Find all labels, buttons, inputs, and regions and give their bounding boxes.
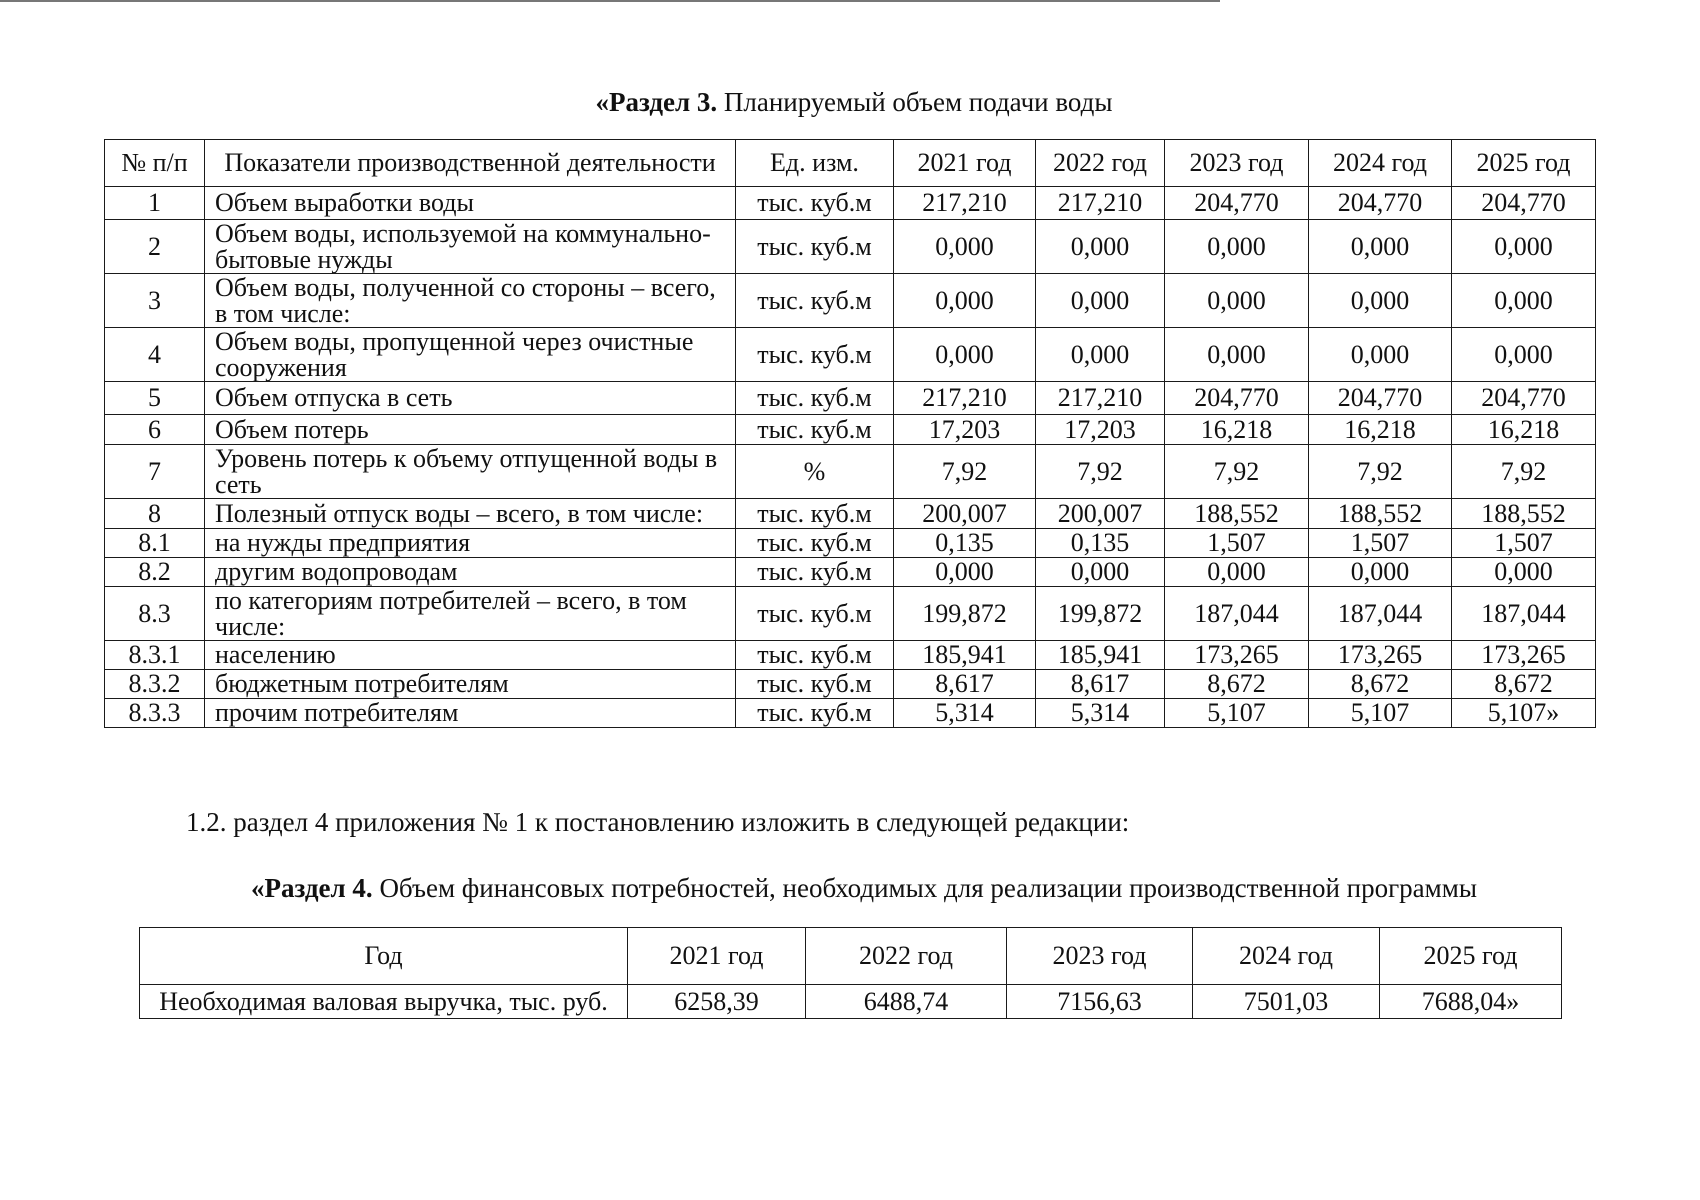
value-2025: 204,770	[1452, 187, 1596, 220]
value-2021: 0,000	[894, 558, 1036, 587]
row-indicator: другим водопроводам	[205, 558, 736, 587]
value-2023: 16,218	[1165, 415, 1309, 445]
row-unit: тыс. куб.м	[736, 670, 894, 699]
row-indicator: Полезный отпуск воды – всего, в том числе:	[205, 499, 736, 529]
header-2023: 2023 год	[1165, 140, 1309, 187]
value-2023: 187,044	[1165, 587, 1309, 641]
table-row	[105, 220, 1596, 274]
row-indicator: Объем выработки воды	[205, 187, 736, 220]
row-number: 3	[105, 274, 205, 328]
value-2024: 187,044	[1309, 587, 1452, 641]
table-row	[105, 445, 1596, 499]
row-unit: тыс. куб.м	[736, 499, 894, 529]
row-unit: тыс. куб.м	[736, 382, 894, 415]
value-2025: 0,000	[1452, 220, 1596, 274]
table-row	[105, 187, 1596, 220]
paragraph-1-2: 1.2. раздел 4 приложения № 1 к постановлению изложить в следующей редакции:	[186, 807, 1130, 837]
value-2024: 0,000	[1309, 220, 1452, 274]
row-unit: тыс. куб.м	[736, 187, 894, 220]
row-number: 1	[105, 187, 205, 220]
row-indicator: Объем потерь	[205, 415, 736, 445]
header-2025: 2025 год	[1380, 928, 1562, 985]
row-number: 2	[105, 220, 205, 274]
table-row	[105, 641, 1596, 670]
value-2022: 0,000	[1036, 274, 1165, 328]
row-indicator: на нужды предприятия	[205, 529, 736, 558]
row-indicator: Объем отпуска в сеть	[205, 382, 736, 415]
header-num: № п/п	[105, 140, 205, 187]
value-2024: 188,552	[1309, 499, 1452, 529]
header-2022: 2022 год	[806, 928, 1007, 985]
section-3-title-bold: «Раздел 3.	[595, 87, 718, 117]
top-rule	[0, 0, 1220, 2]
value-2021: 217,210	[894, 382, 1036, 415]
value-2023: 5,107	[1165, 699, 1309, 728]
value-2021: 7,92	[894, 445, 1036, 499]
value-2025: 1,507	[1452, 529, 1596, 558]
row-indicator: по категориям потребителей – всего, в том числе:	[205, 587, 736, 641]
value-2022: 7,92	[1036, 445, 1165, 499]
section-3-title-text: Планируемый объем подачи воды	[717, 87, 1113, 117]
value-2022: 185,941	[1036, 641, 1165, 670]
header-2024: 2024 год	[1193, 928, 1380, 985]
row-number: 4	[105, 328, 205, 382]
value-2022: 8,617	[1036, 670, 1165, 699]
row-unit: тыс. куб.м	[736, 415, 894, 445]
value-2024: 7,92	[1309, 445, 1452, 499]
row-number: 5	[105, 382, 205, 415]
row-number: 8.3.3	[105, 699, 205, 728]
header-2021: 2021 год	[628, 928, 806, 985]
value-2022: 5,314	[1036, 699, 1165, 728]
value-2025: 0,000	[1452, 274, 1596, 328]
value-2021: 6258,39	[628, 985, 806, 1019]
value-2023: 204,770	[1165, 187, 1309, 220]
value-2022: 200,007	[1036, 499, 1165, 529]
section-4-title	[0, 872, 1700, 904]
value-2023: 188,552	[1165, 499, 1309, 529]
value-2025: 173,265	[1452, 641, 1596, 670]
table-row	[105, 274, 1596, 328]
value-2025: 16,218	[1452, 415, 1596, 445]
value-2021: 0,000	[894, 220, 1036, 274]
header-indicator: Показатели производственной деятельности	[205, 140, 736, 187]
table-row	[105, 558, 1596, 587]
value-2021: 0,000	[894, 328, 1036, 382]
row-number: 8.2	[105, 558, 205, 587]
value-2022: 0,000	[1036, 558, 1165, 587]
row-indicator: Объем воды, используемой на коммунально-бытовые нужды	[205, 220, 736, 274]
row-indicator: Объем воды, полученной со стороны – всего, в том числе:	[205, 274, 736, 328]
value-2024: 0,000	[1309, 328, 1452, 382]
header-2021: 2021 год	[894, 140, 1036, 187]
row-unit: тыс. куб.м	[736, 274, 894, 328]
value-2021: 200,007	[894, 499, 1036, 529]
value-2025: 204,770	[1452, 382, 1596, 415]
row-unit: тыс. куб.м	[736, 699, 894, 728]
value-2023: 204,770	[1165, 382, 1309, 415]
value-2024: 204,770	[1309, 382, 1452, 415]
row-indicator: прочим потребителям	[205, 699, 736, 728]
value-2024: 5,107	[1309, 699, 1452, 728]
value-2023: 7156,63	[1007, 985, 1193, 1019]
value-2025: 7,92	[1452, 445, 1596, 499]
value-2023: 7,92	[1165, 445, 1309, 499]
header-unit: Ед. изм.	[736, 140, 894, 187]
value-2023: 0,000	[1165, 220, 1309, 274]
value-2024: 8,672	[1309, 670, 1452, 699]
value-2021: 8,617	[894, 670, 1036, 699]
header-2024: 2024 год	[1309, 140, 1452, 187]
table-row	[105, 499, 1596, 529]
value-2024: 204,770	[1309, 187, 1452, 220]
row-label: Необходимая валовая выручка, тыс. руб.	[140, 985, 628, 1019]
row-indicator: Объем воды, пропущенной через очистные сооружения	[205, 328, 736, 382]
row-number: 8.1	[105, 529, 205, 558]
value-2022: 199,872	[1036, 587, 1165, 641]
table-row	[105, 382, 1596, 415]
value-2022: 0,000	[1036, 328, 1165, 382]
value-2021: 0,000	[894, 274, 1036, 328]
value-2024: 0,000	[1309, 274, 1452, 328]
value-2023: 0,000	[1165, 274, 1309, 328]
value-2021: 217,210	[894, 187, 1036, 220]
row-unit: %	[736, 445, 894, 499]
value-2024: 0,000	[1309, 558, 1452, 587]
table-header-row	[140, 928, 1562, 985]
value-2022: 0,000	[1036, 220, 1165, 274]
header-2023: 2023 год	[1007, 928, 1193, 985]
row-unit: тыс. куб.м	[736, 529, 894, 558]
value-2021: 17,203	[894, 415, 1036, 445]
row-number: 7	[105, 445, 205, 499]
financial-needs-table	[139, 927, 1562, 1019]
value-2022: 6488,74	[806, 985, 1007, 1019]
value-2025: 0,000	[1452, 328, 1596, 382]
value-2021: 199,872	[894, 587, 1036, 641]
value-2023: 8,672	[1165, 670, 1309, 699]
value-2023: 173,265	[1165, 641, 1309, 670]
value-2025: 187,044	[1452, 587, 1596, 641]
water-supply-table	[104, 139, 1596, 728]
table-row	[105, 415, 1596, 445]
row-indicator: населению	[205, 641, 736, 670]
value-2023: 0,000	[1165, 328, 1309, 382]
row-number: 8.3.2	[105, 670, 205, 699]
value-2025: 8,672	[1452, 670, 1596, 699]
value-2023: 0,000	[1165, 558, 1309, 587]
table-header-row	[105, 140, 1596, 187]
table-row	[105, 670, 1596, 699]
value-2022: 17,203	[1036, 415, 1165, 445]
value-2025: 188,552	[1452, 499, 1596, 529]
section-4-title-text: Объем финансовых потребностей, необходимых для реализации производственной программы	[372, 873, 1477, 903]
value-2022: 217,210	[1036, 187, 1165, 220]
value-2021: 0,135	[894, 529, 1036, 558]
row-unit: тыс. куб.м	[736, 641, 894, 670]
section-4-title-bold: «Раздел 4.	[251, 873, 373, 903]
table-row	[105, 587, 1596, 641]
value-2025: 7688,04»	[1380, 985, 1562, 1019]
header-2022: 2022 год	[1036, 140, 1165, 187]
value-2021: 185,941	[894, 641, 1036, 670]
row-number: 8.3	[105, 587, 205, 641]
value-2024: 7501,03	[1193, 985, 1380, 1019]
row-indicator: Уровень потерь к объему отпущенной воды в сеть	[205, 445, 736, 499]
value-2024: 16,218	[1309, 415, 1452, 445]
value-2022: 217,210	[1036, 382, 1165, 415]
section-3-title	[0, 86, 1700, 118]
row-indicator: бюджетным потребителям	[205, 670, 736, 699]
value-2021: 5,314	[894, 699, 1036, 728]
value-2025: 5,107»	[1452, 699, 1596, 728]
value-2022: 0,135	[1036, 529, 1165, 558]
row-unit: тыс. куб.м	[736, 328, 894, 382]
row-unit: тыс. куб.м	[736, 220, 894, 274]
row-unit: тыс. куб.м	[736, 558, 894, 587]
value-2024: 173,265	[1309, 641, 1452, 670]
table-row	[105, 699, 1596, 728]
row-number: 8.3.1	[105, 641, 205, 670]
header-2025: 2025 год	[1452, 140, 1596, 187]
value-2023: 1,507	[1165, 529, 1309, 558]
value-2024: 1,507	[1309, 529, 1452, 558]
header-year: Год	[140, 928, 628, 985]
row-unit: тыс. куб.м	[736, 587, 894, 641]
table-row	[105, 328, 1596, 382]
table-row	[105, 529, 1596, 558]
row-number: 6	[105, 415, 205, 445]
row-number: 8	[105, 499, 205, 529]
value-2025: 0,000	[1452, 558, 1596, 587]
table-row	[140, 985, 1562, 1019]
